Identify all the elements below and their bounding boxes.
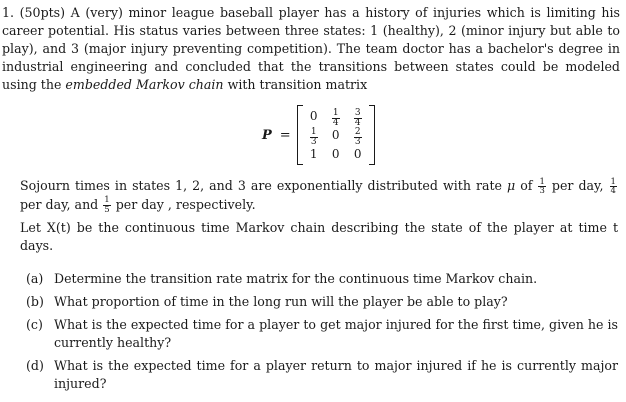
part-text: What is the expected time for a player return to major injured if he is currently major injured? [54, 358, 618, 391]
question-part-a [26, 270, 618, 288]
rate-2-fraction [610, 178, 617, 196]
matrix-cell-1-1: 0 [309, 109, 318, 123]
mu-symbol: μ [507, 178, 516, 193]
fraction-denominator: 4 [332, 118, 339, 128]
rate-1-denominator: 3 [539, 186, 545, 196]
matrix-cell-2-1 [310, 123, 318, 147]
matrix-fraction [354, 128, 362, 147]
per-day-1: per day, [551, 178, 604, 193]
sojourn-of: of [520, 178, 533, 193]
rate-1-fraction [538, 178, 545, 196]
fraction-denominator: 3 [310, 137, 317, 147]
part-text: What is the expected time for a player to get major injured for the first time, given he is currently healthy? [54, 317, 618, 350]
rate-2-numerator: 1 [610, 176, 616, 187]
fraction-numerator: 2 [354, 127, 361, 137]
problem-intro-emphasis: embedded Markov chain [65, 77, 224, 92]
problem-intro: A (very) minor league baseball player has a history of injuries which is limiting his career potential. His status varies between three states: 1 (healthy), 2 (minor injury but able to play), and 3 (major injury preventing competition). The team doctor has a bachelor's degree in industrial engineering and concluded that the transitions between states could be modeled using the [2, 5, 620, 92]
problem-intro-tail: with transition matrix [227, 77, 368, 92]
fraction-numerator: 1 [310, 127, 317, 137]
matrix-cell-3-3: 0 [353, 147, 362, 161]
fraction-numerator: 1 [332, 108, 339, 118]
question-part-d [26, 357, 618, 393]
matrix-cell-2-2: 0 [331, 128, 340, 142]
matrix-label: P [262, 127, 272, 143]
matrix-fraction [332, 109, 340, 128]
problem-points: (50pts) [19, 5, 66, 20]
sojourn-paragraph [20, 177, 618, 214]
rate-3-denominator: 5 [104, 204, 110, 215]
part-label: (b) [26, 294, 44, 309]
part-text: What proportion of time in the long run will the player be able to play? [54, 294, 508, 309]
per-day-3: per day , respectively. [115, 196, 256, 212]
part-text: Determine the transition rate matrix for the continuous time Markov chain. [54, 271, 538, 286]
fraction-denominator: 4 [354, 118, 361, 128]
matrix-grid [303, 107, 369, 164]
part-label: (a) [26, 271, 44, 286]
rate-3-numerator: 1 [104, 195, 110, 205]
rate-2-denominator: 4 [610, 186, 616, 196]
sojourn-text: Sojourn times in states 1, 2, and 3 are exponentially distributed with rate [20, 178, 502, 193]
question-part-b [26, 293, 618, 311]
question-parts [26, 270, 618, 398]
ctmc-paragraph [20, 219, 618, 255]
problem-number: 1. [2, 5, 15, 20]
fraction-denominator: 3 [354, 137, 361, 147]
ctmc-text: Let X(t) be the continuous time Markov chain describing the state of the player at time t days. [20, 220, 618, 253]
matrix-cell-2-3 [354, 123, 362, 147]
problem-statement [2, 4, 620, 94]
part-label: (c) [26, 317, 43, 332]
matrix-fraction [310, 128, 318, 147]
part-label: (d) [26, 358, 44, 373]
question-part-c [26, 316, 618, 352]
matrix-cell-3-1: 1 [309, 147, 318, 161]
rate-1-numerator: 1 [539, 176, 545, 187]
rate-3-fraction [103, 196, 110, 214]
matrix-cell-1-2 [332, 104, 340, 128]
fraction-numerator: 3 [354, 108, 361, 118]
matrix-cell-3-2: 0 [331, 147, 340, 161]
matrix-equals: = [279, 127, 291, 143]
per-day-2: per day, and [20, 196, 99, 212]
matrix-right-bracket [369, 105, 375, 165]
transition-matrix [262, 104, 375, 166]
